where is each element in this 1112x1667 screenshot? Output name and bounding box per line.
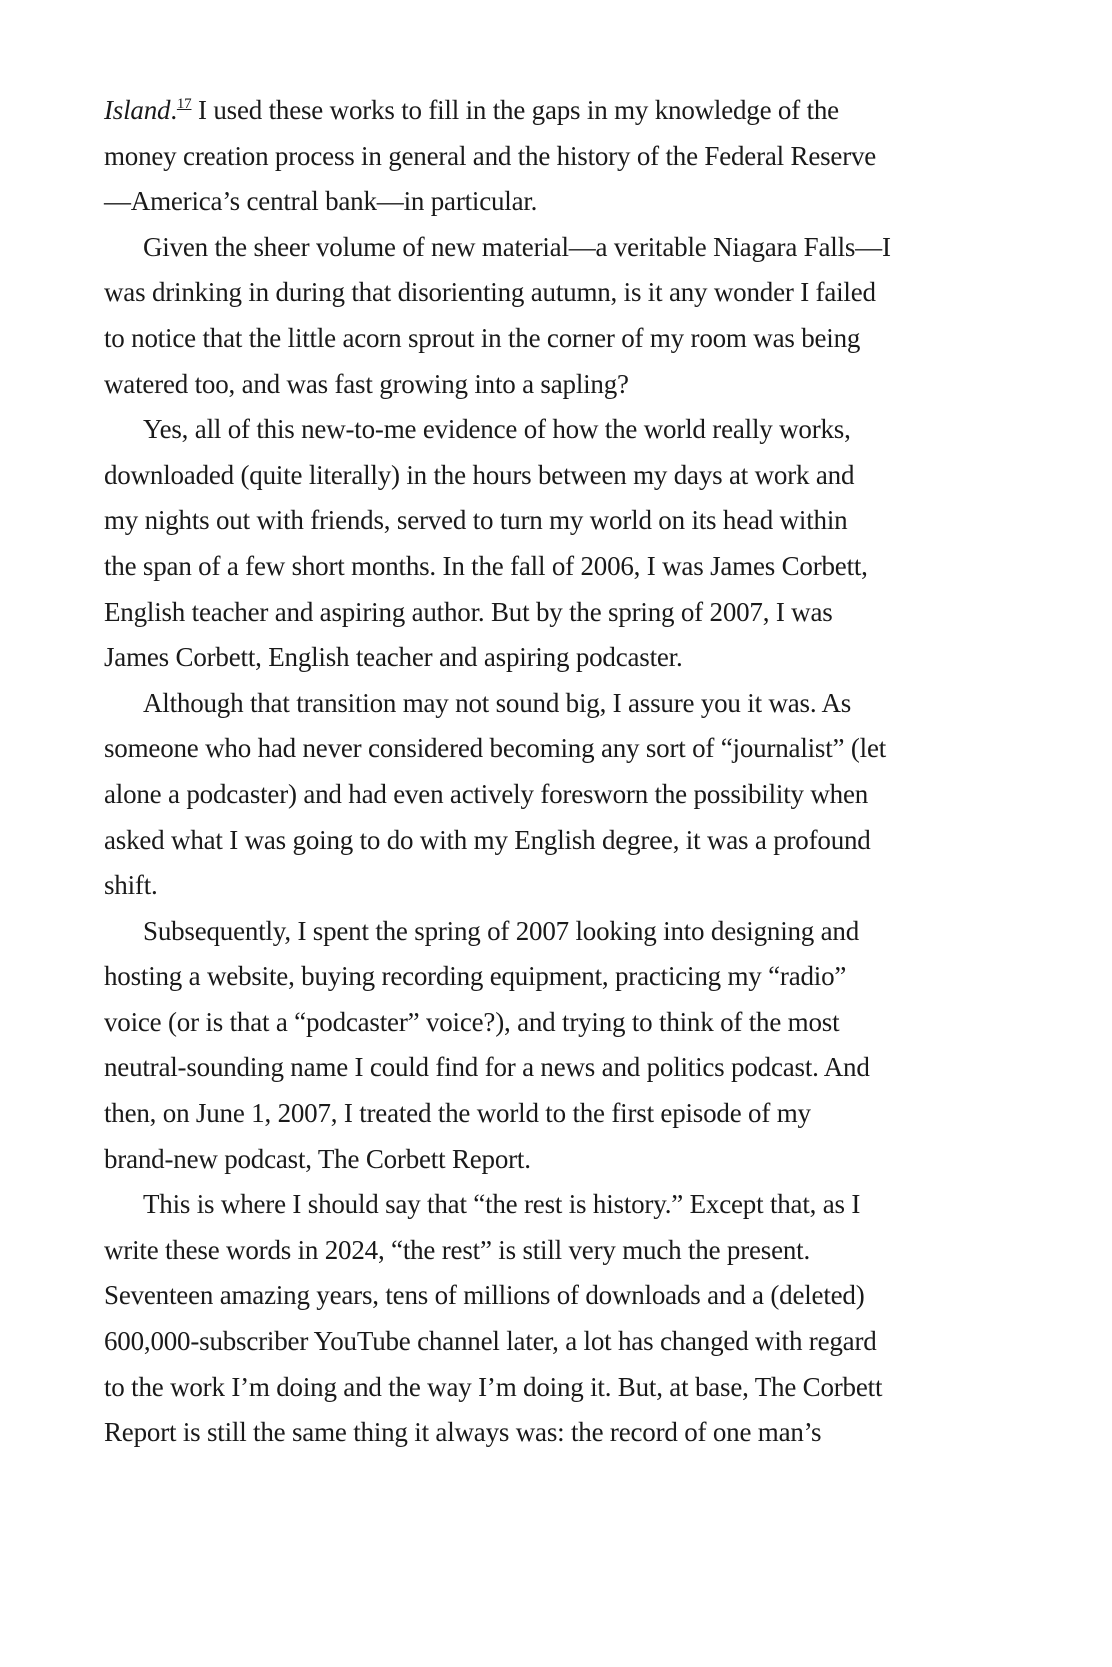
book-page-body: [104, 88, 954, 1456]
text-line: brand-new podcast, The Corbett Report.: [104, 1143, 531, 1174]
text-line: Report is still the same thing it always was: the record of one man’s: [104, 1417, 822, 1448]
text-line: watered too, and was fast growing into a sapling?: [104, 368, 629, 399]
paragraph-start-line: Although that transition may not sound big, I assure you it was. As: [143, 687, 852, 718]
text-line: to notice that the little acorn sprout in the corner of my room was being: [104, 322, 861, 353]
text-line: hosting a website, buying recording equipment, practicing my “radio”: [104, 961, 847, 992]
paragraph-start-line: This is where I should say that “the rest is history.” Except that, as I: [143, 1189, 861, 1220]
text-line: Seventeen amazing years, tens of millions of downloads and a (deleted): [104, 1280, 865, 1311]
text-line: write these words in 2024, “the rest” is still very much the present.: [104, 1234, 811, 1265]
text-line: —America’s central bank—in particular.: [104, 186, 538, 217]
text-line: the span of a few short months. In the fall of 2006, I was James Corbett,: [104, 550, 868, 581]
text-line: neutral-sounding name I could find for a news and politics podcast. And: [104, 1052, 870, 1083]
text-line: [104, 88, 954, 134]
text-line: English teacher and aspiring author. But by the spring of 2007, I was: [104, 596, 833, 627]
paragraph-start-line: Subsequently, I spent the spring of 2007 looking into designing and: [143, 915, 860, 946]
text-line: alone a podcaster) and had even actively foresworn the possibility when: [104, 778, 869, 809]
text-line: my nights out with friends, served to turn my world on its head within: [104, 505, 848, 536]
footnote-link[interactable]: 17: [176, 96, 192, 112]
line-text: I used these works to fill in the gaps in my knowledge of the: [191, 95, 839, 125]
text-line: shift.: [104, 870, 158, 901]
text-line: money creation process in general and the history of the Federal Reserve: [104, 140, 877, 171]
text-line: voice (or is that a “podcaster” voice?), and trying to think of the most: [104, 1006, 840, 1037]
paragraph-start-line: Given the sheer volume of new material—a veritable Niagara Falls—I: [143, 231, 891, 262]
text-line: to the work I’m doing and the way I’m doing it. But, at base, The Corbett: [104, 1371, 883, 1402]
text-line: James Corbett, English teacher and aspiring podcaster.: [104, 642, 683, 673]
italic-title: Island: [104, 95, 171, 125]
text-line: 600,000-subscriber YouTube channel later, a lot has changed with regard: [104, 1326, 877, 1357]
text-line: asked what I was going to do with my English degree, it was a profound: [104, 824, 871, 855]
punctuation: .: [170, 95, 177, 125]
text-line: then, on June 1, 2007, I treated the world to the first episode of my: [104, 1098, 811, 1129]
paragraph-start-line: Yes, all of this new-to-me evidence of how the world really works,: [143, 414, 851, 445]
text-line: was drinking in during that disorienting autumn, is it any wonder I failed: [104, 277, 876, 308]
text-line: someone who had never considered becoming any sort of “journalist” (let: [104, 733, 887, 764]
text-line: downloaded (quite literally) in the hours between my days at work and: [104, 459, 855, 490]
